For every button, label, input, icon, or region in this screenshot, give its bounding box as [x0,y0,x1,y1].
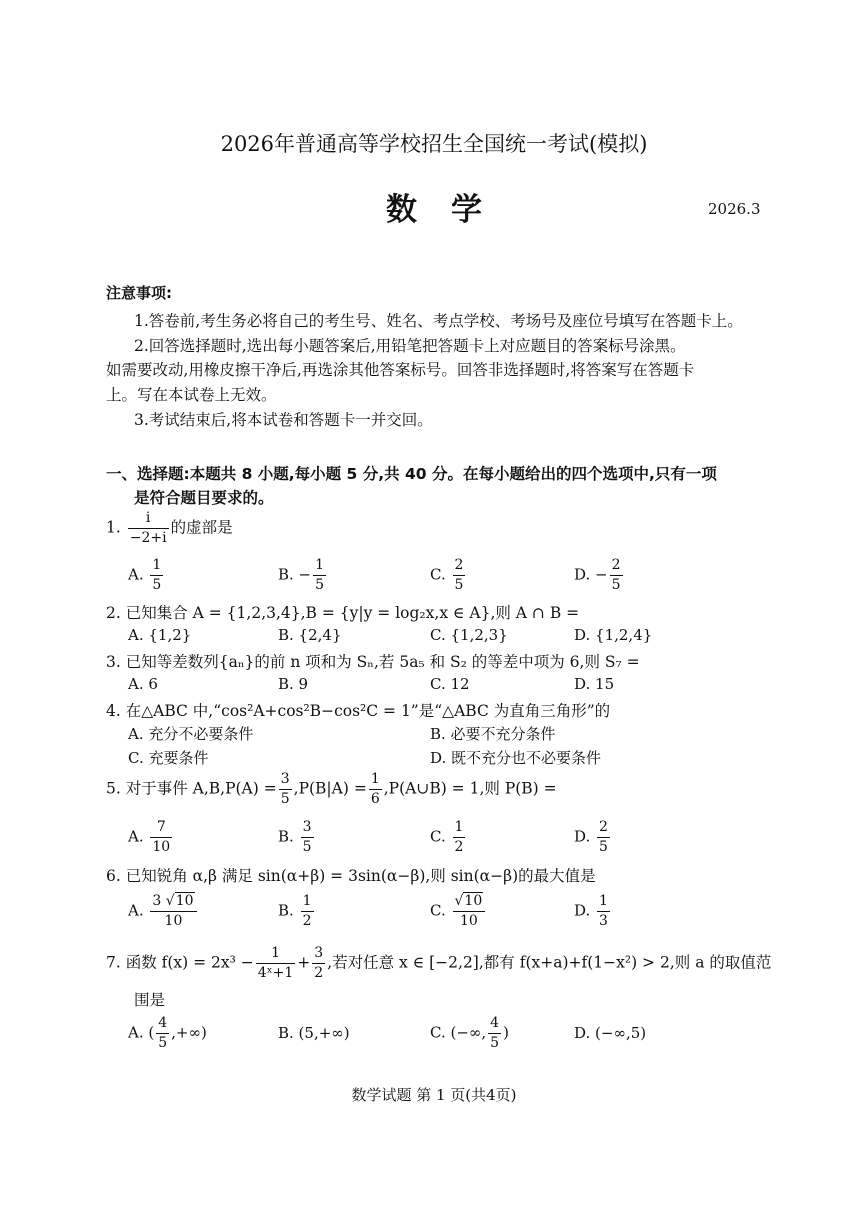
question-2-option-a: A. {1,2} [128,626,192,644]
question-2-option-b: B. {2,4} [278,626,342,644]
section-1-line-1: 一、选择题:本题共 8 小题,每小题 5 分,共 40 分。在每小题给出的四个选项中,只有一项 [106,465,717,483]
question-7-option-a: A. ( $\frac{4}{5}$ ,+∞) [128,1015,207,1051]
question-3-option-a: A. 6 [128,675,158,693]
question-2-option-c: C. {1,2,3} [430,626,508,644]
notice-item-3: 3.考试结束后,将本试卷和答题卡一并交回。 [134,411,433,429]
notice-item-2-line-3: 上。写在本试卷上无效。 [106,386,277,404]
question-4-option-b: B. 必要不充分条件 [430,725,556,743]
question-1-option-b: B. − $\frac{1}{5}$ [278,557,325,593]
question-6-option-c: C. $\frac{√10}{10}$ [430,892,487,931]
question-2-stem: 2. 已知集合 A = {1,2,3,4},B = {y|y = log₂x,x ∈ A},则 A ∩ B = [106,604,580,622]
question-5-stem: 5. 对于事件 A,B,P(A) = $\frac{3}{5}$ ,P(B|A) = $\frac{1}{6}$ ,P(A∪B) = 1,则 P(B) = [106,771,557,807]
question-3-option-d: D. 15 [574,675,615,693]
question-3-stem: 3. 已知等差数列{aₙ}的前 n 项和为 Sₙ,若 5a₅ 和 S₂ 的等差中项为 6,则 S₇ = [106,653,640,671]
notice-item-1: 1.答卷前,考生务必将自己的考生号、姓名、考点学校、考场号及座位号填写在答题卡上。 [134,312,743,330]
exam-title: 2026年普通高等学校招生全国统一考试(模拟) [220,132,648,156]
page-footer: 数学试题 第 1 页(共4页) [351,1086,517,1104]
question-5-option-a: A. $\frac{7}{10}$ [128,819,171,855]
question-1-option-d: D. − $\frac{2}{5}$ [574,557,621,593]
question-7-option-b: B. (5,+∞) [278,1024,350,1042]
question-4-option-c: C. 充要条件 [128,749,209,767]
question-7-stem: 7. 函数 f(x) = 2x³ − $\frac{1}{\text{4ˣ+1}}$ + $\frac{3}{2}$ ,若对任意 x ∈ [−2,2],都有 f(x+a)+f(1−x²) > 2,则 a 的取值范 [106,945,772,981]
question-1-stem: 1. $\frac{i}{-2+i}$ 的虚部是 [106,510,233,546]
question-6-stem: 6. 已知锐角 α,β 满足 sin(α+β) = 3sin(α−β),则 sin(α−β)的最大值是 [106,867,596,885]
question-2-option-d: D. {1,2,4} [574,626,653,644]
exam-date: 2026.3 [708,200,761,218]
question-1-option-c: C. $\frac{2}{5}$ [430,557,464,593]
question-5-option-d: D. $\frac{2}{5}$ [574,819,608,855]
notice-item-2-line-1: 2.回答选择题时,选出每小题答案后,用铅笔把答题卡上对应题目的答案标号涂黑。 [134,337,686,355]
question-7-option-c: C. (−∞, $\frac{4}{5}$ ) [430,1015,509,1051]
question-1-option-a: A. $\frac{1}{5}$ [128,557,162,593]
question-6-option-a: A. $\frac{3 √10}{10}$ [128,892,199,931]
question-6-option-b: B. $\frac{1}{2}$ [278,893,312,929]
question-3-option-c: C. 12 [430,675,470,693]
question-3-option-b: B. 9 [278,675,309,693]
question-7-option-d: D. (−∞,5) [574,1024,647,1042]
question-4-option-d: D. 既不充分也不必要条件 [430,749,602,767]
question-4-stem: 4. 在△ABC 中,“cos²A+cos²B−cos²C = 1”是“△ABC 为直角三角形”的 [106,702,611,720]
subject-title: 数学 [386,192,516,228]
notice-heading: 注意事项: [106,284,172,302]
section-1-line-2: 是符合题目要求的。 [134,489,274,507]
question-6-option-d: D. $\frac{1}{3}$ [574,893,608,929]
question-5-option-c: C. $\frac{1}{2}$ [430,819,464,855]
question-7-stem-line-2: 围是 [134,991,166,1009]
question-5-option-b: B. $\frac{3}{5}$ [278,819,312,855]
question-4-option-a: A. 充分不必要条件 [128,725,254,743]
notice-item-2-line-2: 如需要改动,用橡皮擦干净后,再选涂其他答案标号。回答非选择题时,将答案写在答题卡 [106,361,695,379]
